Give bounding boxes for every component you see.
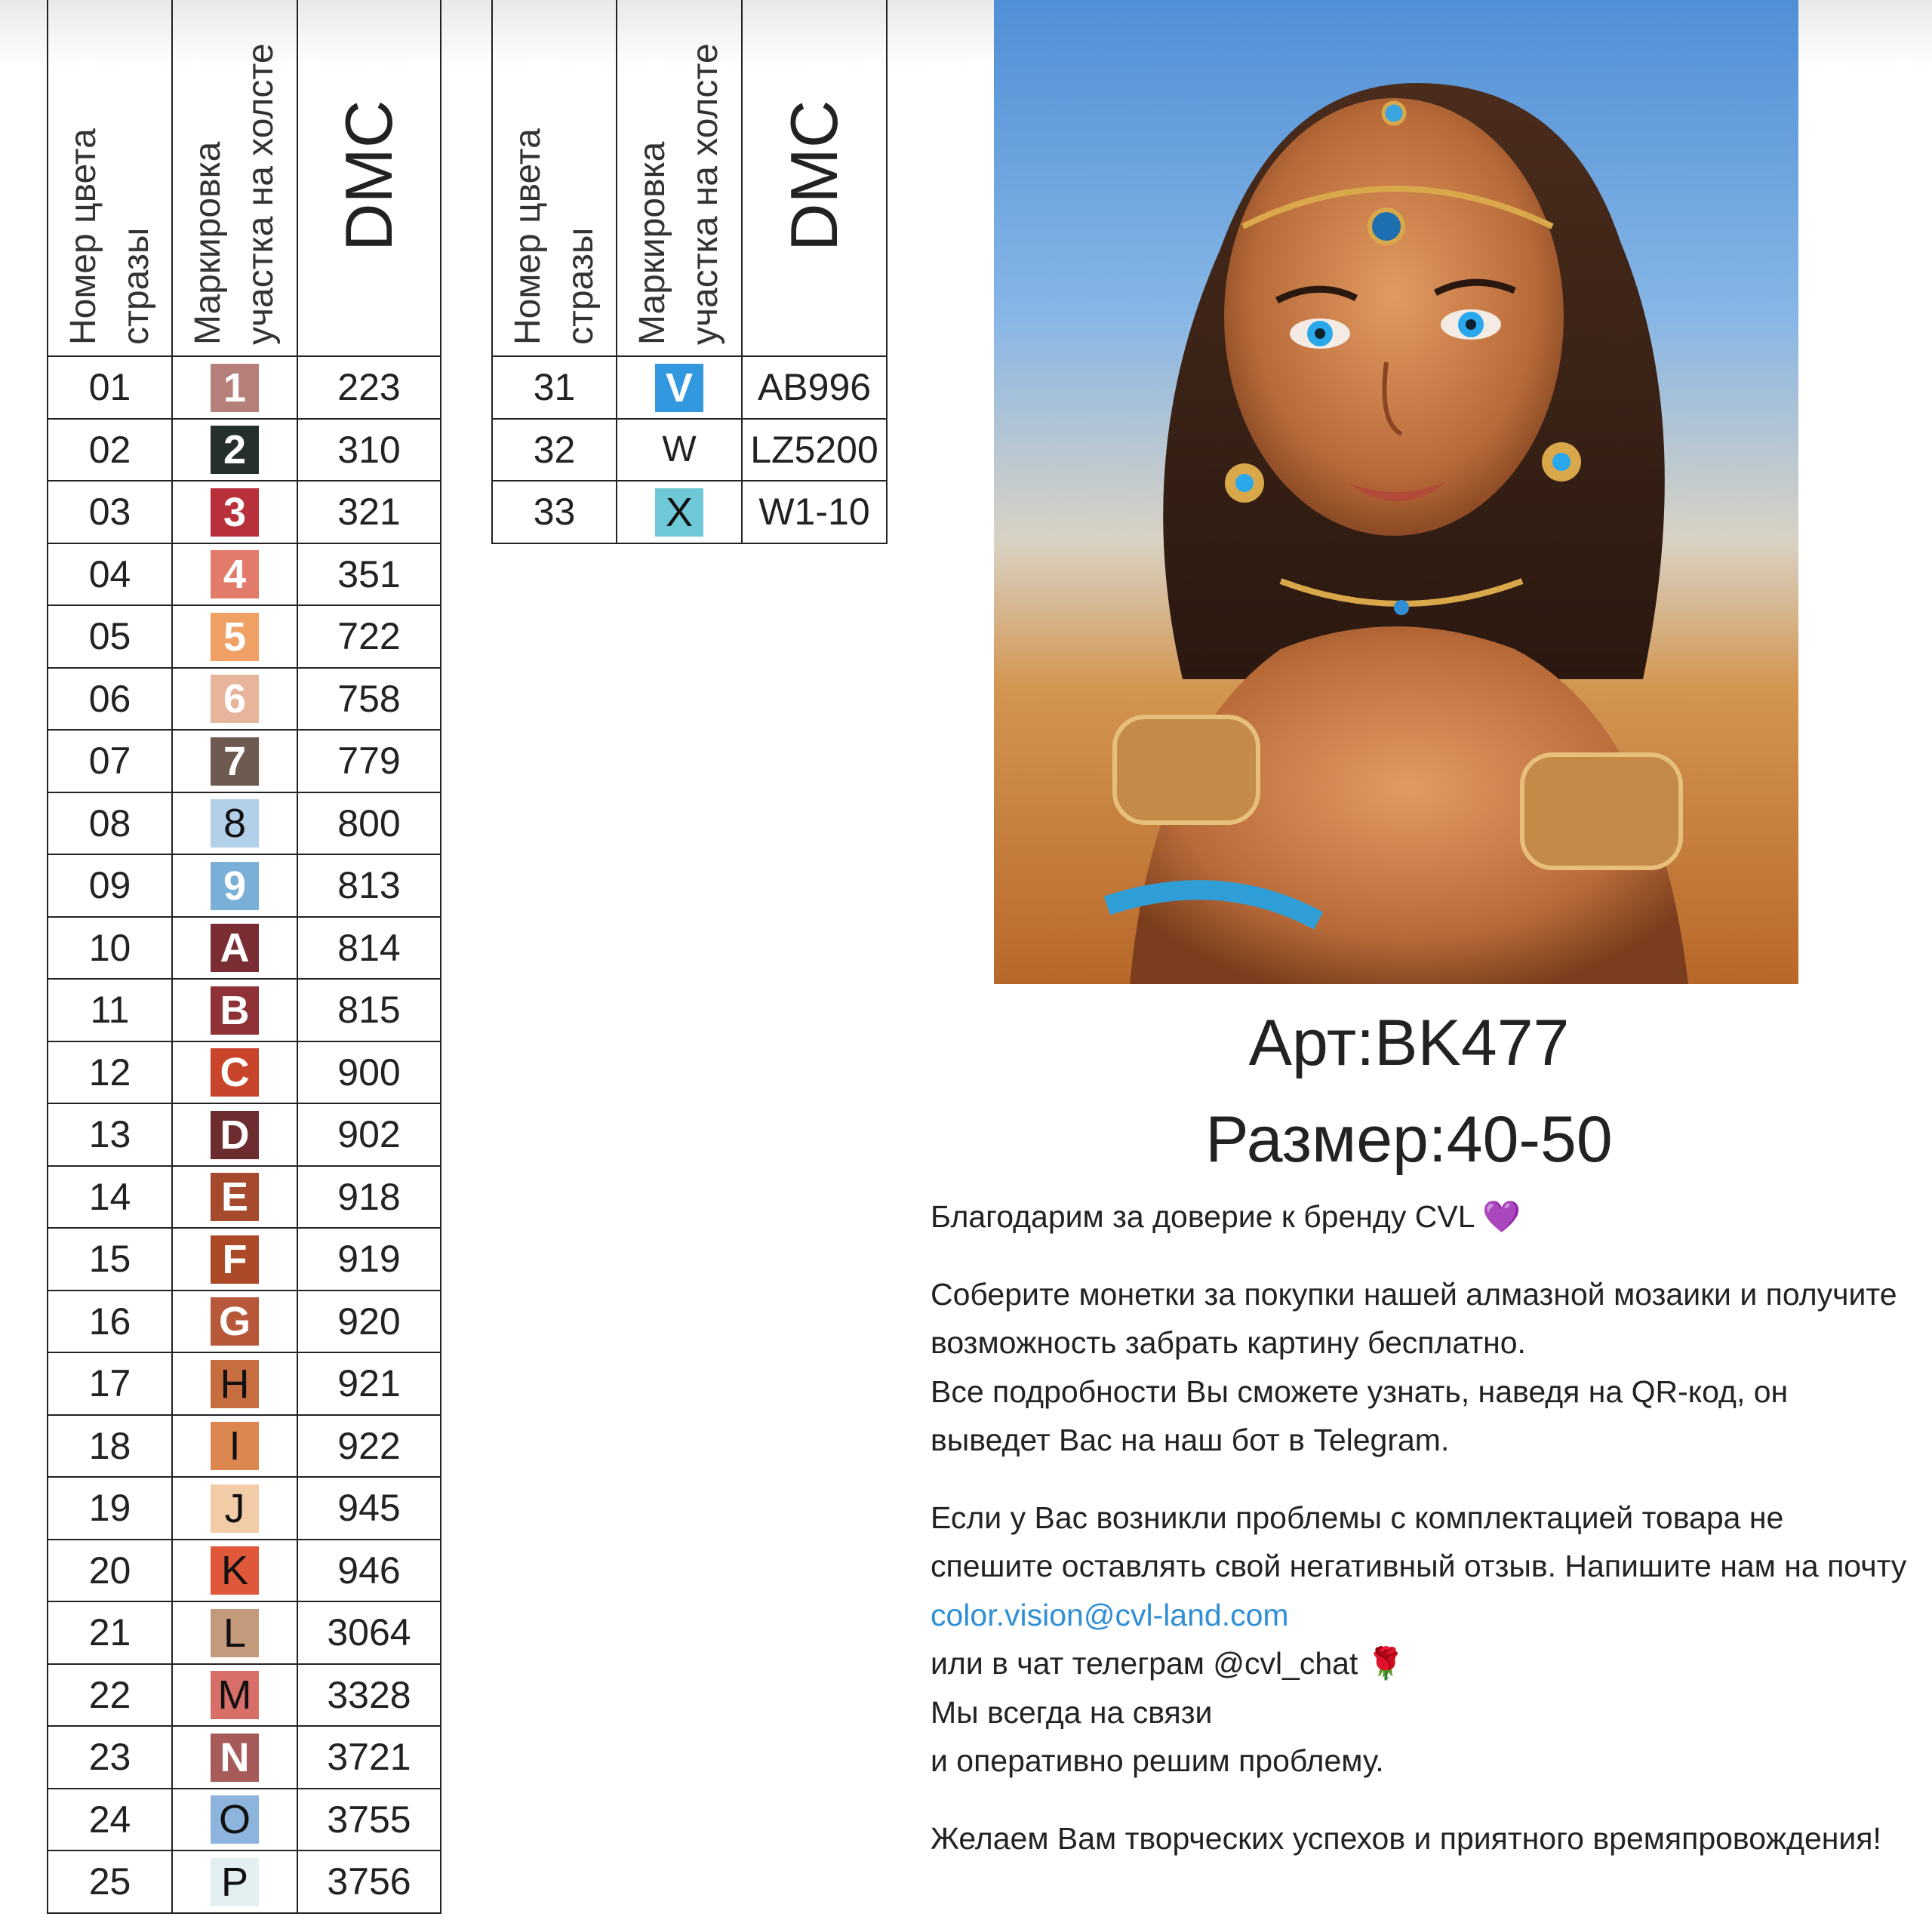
stone-number-cell: 24 bbox=[48, 1789, 172, 1851]
canvas-mark-cell bbox=[172, 543, 297, 606]
stone-number-cell: 01 bbox=[48, 356, 172, 419]
table-row bbox=[48, 979, 441, 1041]
stone-number-cell: 14 bbox=[48, 1166, 172, 1229]
stone-number-cell: 06 bbox=[48, 668, 172, 731]
color-swatch: W bbox=[662, 429, 697, 470]
dmc-code-cell: 902 bbox=[297, 1103, 441, 1166]
table-row bbox=[48, 730, 441, 792]
header-canvas-mark: Маркировка участка на холсте bbox=[172, 0, 297, 356]
stone-number-cell: 09 bbox=[48, 854, 172, 917]
table-row bbox=[48, 1415, 441, 1478]
stone-number-cell: 02 bbox=[48, 419, 172, 481]
stone-number-cell: 05 bbox=[48, 605, 172, 668]
color-swatch: N bbox=[211, 1734, 259, 1782]
dmc-code-cell: 758 bbox=[297, 668, 441, 731]
color-swatch: A bbox=[211, 924, 259, 972]
stone-number-cell: 17 bbox=[48, 1352, 172, 1415]
wishes-paragraph: Желаем Вам творческих успехов и приятного времяпровождения! bbox=[931, 1820, 1881, 1856]
canvas-mark-cell bbox=[172, 1477, 297, 1540]
support-paragraph: Если у Вас возникли проблемы с комплектацией товара не спешите оставлять свой негативный отзыв. Напишите нам на почту color.vision@cvl-land.com или в чат телеграм @cvl_chat 🌹 Мы всегда на связи и оперативно решим проблему. bbox=[931, 1500, 1907, 1778]
color-swatch: E bbox=[211, 1173, 259, 1221]
table-row bbox=[48, 543, 441, 606]
color-swatch: L bbox=[211, 1609, 259, 1657]
header-canvas-mark: Маркировка участка на холсте bbox=[617, 0, 742, 356]
canvas-mark-cell bbox=[172, 419, 297, 481]
stone-number-cell: 04 bbox=[48, 543, 172, 606]
table-row bbox=[48, 1540, 441, 1602]
color-swatch: F bbox=[211, 1235, 259, 1284]
color-swatch: B bbox=[211, 986, 259, 1035]
dmc-code-cell: AB996 bbox=[742, 356, 887, 419]
color-swatch: K bbox=[211, 1546, 259, 1595]
table-row bbox=[48, 854, 441, 917]
canvas-mark-cell bbox=[617, 419, 742, 481]
header-stone-number: Номер цвета стразы bbox=[48, 0, 172, 356]
canvas-mark-cell bbox=[172, 1228, 297, 1291]
message-block bbox=[931, 1192, 1912, 1891]
table-row bbox=[48, 1166, 441, 1229]
coins-paragraph: Соберите монетки за покупки нашей алмазной мозаики и получите возможность забрать картину бесплатно. Все подробности Вы сможете узнать, наведя на QR-код, он выведет Вас на наш бот в Telegram. bbox=[931, 1276, 1897, 1457]
color-swatch: C bbox=[211, 1048, 259, 1097]
stone-number-cell: 21 bbox=[48, 1601, 172, 1664]
header-dmc: DMC bbox=[297, 0, 441, 356]
dmc-code-cell: 920 bbox=[297, 1291, 441, 1353]
dmc-code-cell: 321 bbox=[297, 481, 441, 543]
table-row bbox=[48, 1477, 441, 1540]
color-legend-table-right bbox=[491, 0, 888, 544]
canvas-mark-cell bbox=[172, 1601, 297, 1664]
color-swatch: 2 bbox=[211, 426, 259, 474]
dmc-code-cell: 814 bbox=[297, 917, 441, 980]
product-size: Размер:40-50 bbox=[1205, 1103, 1613, 1176]
color-swatch: G bbox=[211, 1297, 259, 1346]
table-row bbox=[48, 1789, 441, 1851]
table-row bbox=[48, 605, 441, 668]
canvas-mark-cell bbox=[172, 605, 297, 668]
canvas-mark-cell bbox=[172, 730, 297, 792]
color-swatch: M bbox=[211, 1671, 259, 1719]
color-swatch: 8 bbox=[211, 799, 259, 848]
stone-number-cell: 03 bbox=[48, 481, 172, 543]
dmc-code-cell: 3328 bbox=[297, 1664, 441, 1727]
canvas-mark-cell bbox=[172, 1041, 297, 1104]
stone-number-cell: 13 bbox=[48, 1103, 172, 1166]
table-row bbox=[48, 1850, 441, 1913]
canvas-mark-cell bbox=[172, 1103, 297, 1166]
canvas-mark-cell bbox=[172, 1291, 297, 1353]
dmc-code-cell: 946 bbox=[297, 1540, 441, 1602]
stone-number-cell: 08 bbox=[48, 792, 172, 855]
canvas-mark-cell bbox=[172, 1540, 297, 1602]
thanks-paragraph: Благодарим за доверие к бренду CVL 💜 bbox=[931, 1199, 1521, 1234]
table-row bbox=[48, 1726, 441, 1789]
canvas-mark-cell bbox=[172, 1726, 297, 1789]
canvas-mark-cell bbox=[172, 1850, 297, 1913]
color-swatch: I bbox=[211, 1422, 259, 1470]
table-row bbox=[48, 1291, 441, 1353]
dmc-code-cell: 3755 bbox=[297, 1789, 441, 1851]
dmc-code-cell: 3756 bbox=[297, 1850, 441, 1913]
color-swatch: O bbox=[211, 1795, 259, 1844]
table-header-row bbox=[48, 0, 441, 356]
dmc-code-cell: 815 bbox=[297, 979, 441, 1041]
canvas-mark-cell bbox=[617, 356, 742, 419]
canvas-mark-cell bbox=[172, 668, 297, 731]
color-swatch: 7 bbox=[211, 737, 259, 786]
dmc-code-cell: 945 bbox=[297, 1477, 441, 1540]
canvas-mark-cell bbox=[172, 1664, 297, 1727]
header-dmc: DMC bbox=[742, 0, 887, 356]
table-row bbox=[48, 419, 441, 481]
table-row bbox=[48, 792, 441, 855]
dmc-code-cell: 351 bbox=[297, 543, 441, 606]
canvas-mark-cell bbox=[172, 1166, 297, 1229]
color-swatch: P bbox=[211, 1858, 259, 1906]
canvas-mark-cell bbox=[172, 481, 297, 543]
color-swatch: 4 bbox=[211, 550, 259, 598]
canvas-mark-cell bbox=[172, 979, 297, 1041]
color-legend-table-left bbox=[47, 0, 441, 1914]
dmc-code-cell: 900 bbox=[297, 1041, 441, 1104]
canvas-mark-cell bbox=[172, 792, 297, 855]
color-swatch: H bbox=[211, 1360, 259, 1408]
article-number: Арт:BK477 bbox=[1248, 1007, 1570, 1079]
stone-number-cell: 25 bbox=[48, 1850, 172, 1913]
dmc-code-cell: 922 bbox=[297, 1415, 441, 1478]
color-swatch: 9 bbox=[211, 862, 259, 910]
stone-number-cell: 33 bbox=[492, 481, 617, 543]
dmc-code-cell: 223 bbox=[297, 356, 441, 419]
table-row bbox=[48, 1664, 441, 1727]
canvas-mark-cell bbox=[172, 854, 297, 917]
dmc-code-cell: 779 bbox=[297, 730, 441, 792]
stone-number-cell: 32 bbox=[492, 419, 617, 481]
dmc-code-cell: LZ5200 bbox=[742, 419, 887, 481]
dmc-code-cell: 813 bbox=[297, 854, 441, 917]
dmc-code-cell: 918 bbox=[297, 1166, 441, 1229]
dmc-code-cell: 921 bbox=[297, 1352, 441, 1415]
color-swatch: 1 bbox=[211, 364, 259, 412]
color-swatch: V bbox=[655, 364, 703, 412]
stone-number-cell: 20 bbox=[48, 1540, 172, 1602]
stone-number-cell: 12 bbox=[48, 1041, 172, 1104]
table-row bbox=[48, 1041, 441, 1104]
stone-number-cell: 23 bbox=[48, 1726, 172, 1789]
support-email-link[interactable]: color.vision@cvl-land.com bbox=[931, 1597, 1289, 1632]
rose-icon: 🌹 bbox=[1366, 1646, 1405, 1681]
table-row bbox=[492, 481, 887, 543]
color-swatch: 3 bbox=[211, 488, 259, 537]
stone-number-cell: 16 bbox=[48, 1291, 172, 1353]
table-row bbox=[492, 356, 887, 419]
header-stone-number: Номер цвета стразы bbox=[492, 0, 617, 356]
dmc-code-cell: W1-10 bbox=[742, 481, 887, 543]
table-row bbox=[48, 481, 441, 543]
stone-number-cell: 15 bbox=[48, 1228, 172, 1291]
canvas-mark-cell bbox=[172, 1352, 297, 1415]
canvas-mark-cell bbox=[172, 356, 297, 419]
color-swatch: X bbox=[655, 488, 703, 537]
stone-number-cell: 18 bbox=[48, 1415, 172, 1478]
dmc-code-cell: 3721 bbox=[297, 1726, 441, 1789]
table-row bbox=[48, 1601, 441, 1664]
dmc-code-cell: 310 bbox=[297, 419, 441, 481]
dmc-code-cell: 722 bbox=[297, 605, 441, 668]
table-row bbox=[48, 668, 441, 731]
color-swatch: 5 bbox=[211, 613, 259, 661]
table-row bbox=[492, 419, 887, 481]
table-row bbox=[48, 1103, 441, 1166]
stone-number-cell: 11 bbox=[48, 979, 172, 1041]
table-header-row bbox=[492, 0, 887, 356]
canvas-mark-cell bbox=[172, 917, 297, 980]
dmc-code-cell: 919 bbox=[297, 1228, 441, 1291]
purple-heart-icon: 💜 bbox=[1482, 1199, 1521, 1234]
table-row bbox=[48, 917, 441, 980]
stone-number-cell: 22 bbox=[48, 1664, 172, 1727]
table-row bbox=[48, 1352, 441, 1415]
table-row bbox=[48, 1228, 441, 1291]
dmc-code-cell: 3064 bbox=[297, 1601, 441, 1664]
color-swatch: J bbox=[211, 1484, 259, 1533]
stone-number-cell: 19 bbox=[48, 1477, 172, 1540]
table-row bbox=[48, 356, 441, 419]
stone-number-cell: 07 bbox=[48, 730, 172, 792]
dmc-code-cell: 800 bbox=[297, 792, 441, 855]
canvas-mark-cell bbox=[172, 1789, 297, 1851]
canvas-mark-cell bbox=[172, 1415, 297, 1478]
product-portrait-image bbox=[994, 0, 1798, 984]
color-swatch: 6 bbox=[211, 675, 259, 723]
stone-number-cell: 10 bbox=[48, 917, 172, 980]
stone-number-cell: 31 bbox=[492, 356, 617, 419]
canvas-mark-cell bbox=[617, 481, 742, 543]
color-swatch: D bbox=[211, 1111, 259, 1159]
